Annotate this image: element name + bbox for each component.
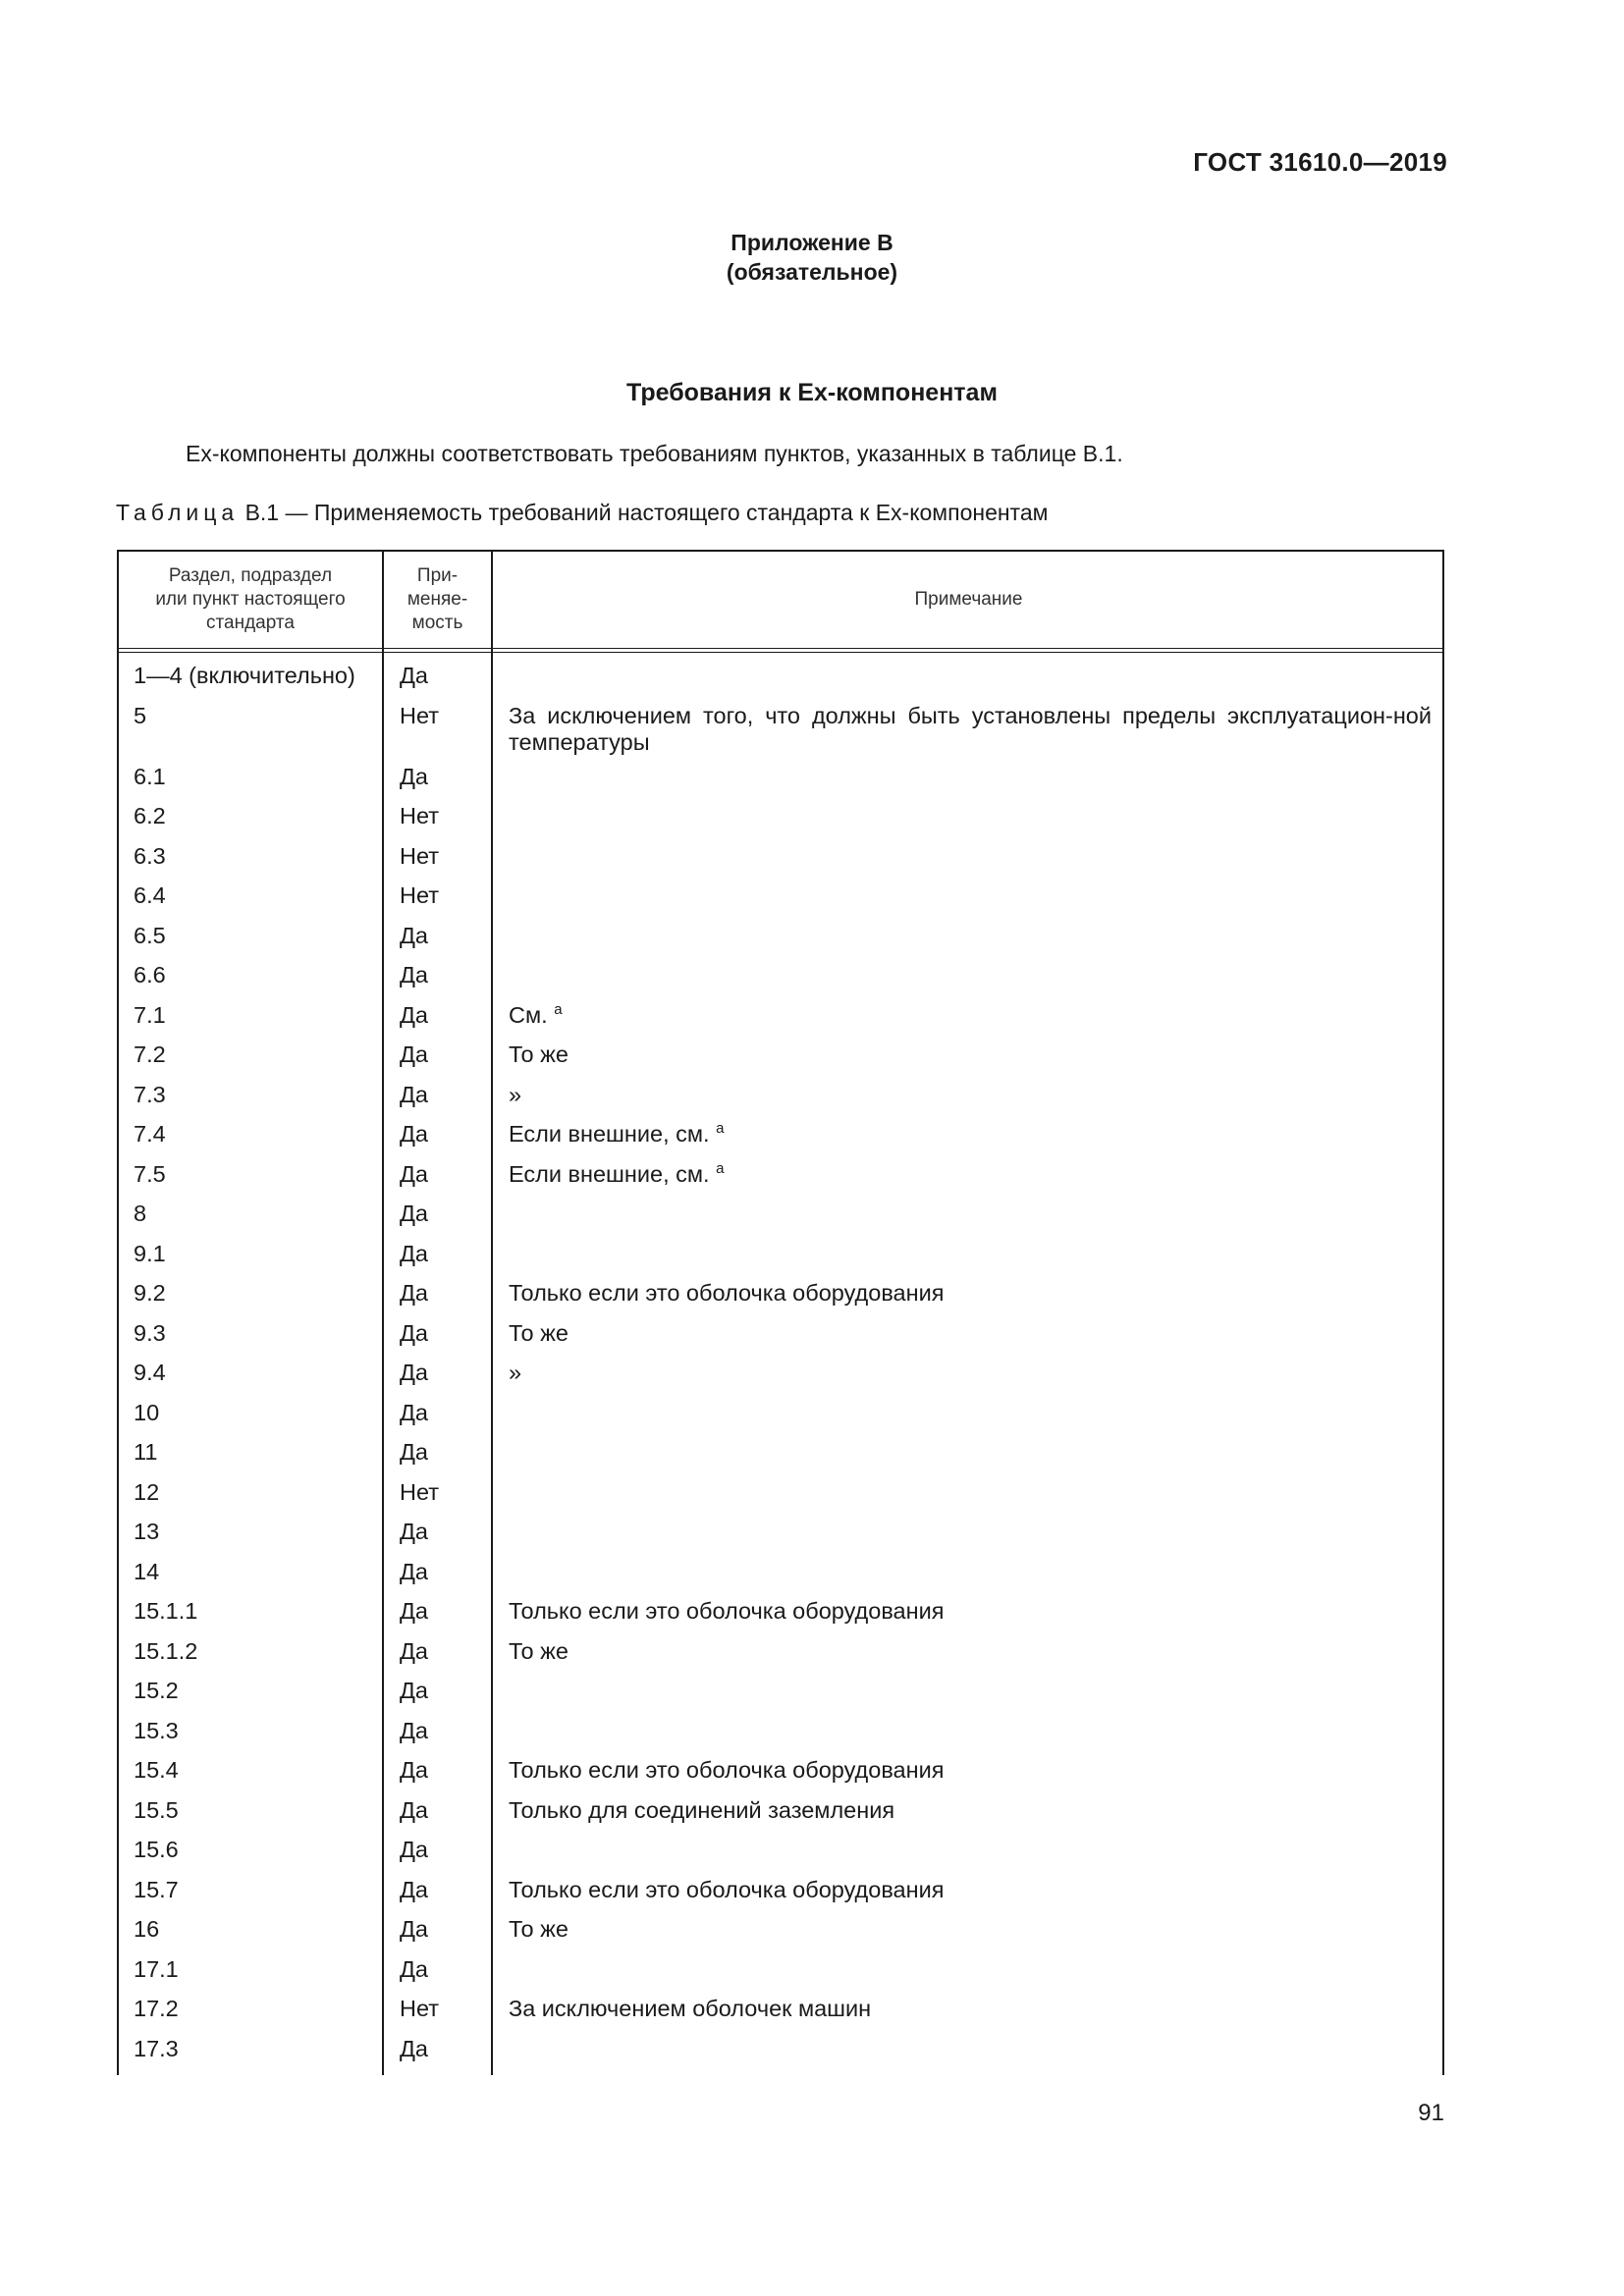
cell-clause: 9.2 bbox=[134, 1280, 166, 1306]
table-row bbox=[119, 1519, 1442, 1559]
cell-applicability: Да bbox=[400, 962, 428, 988]
table-row bbox=[119, 1280, 1442, 1320]
cell-clause: 15.5 bbox=[134, 1796, 179, 1823]
table-row bbox=[119, 663, 1442, 703]
cell-clause: 7.4 bbox=[134, 1121, 166, 1147]
cell-clause: 6.1 bbox=[134, 763, 166, 789]
table-row bbox=[119, 923, 1442, 963]
header-rule bbox=[119, 648, 1442, 653]
table-caption-label: Таблица bbox=[116, 500, 240, 525]
cell-note-text: То же bbox=[509, 1319, 568, 1346]
footnote-marker: а bbox=[716, 1159, 725, 1177]
header-clause-line: Раздел, подраздел bbox=[168, 565, 333, 586]
cell-applicability: Нет bbox=[400, 1478, 440, 1505]
cell-clause: 15.6 bbox=[134, 1837, 179, 1862]
cell-clause: 1—4 (включительно) bbox=[134, 663, 355, 688]
table-row bbox=[119, 803, 1442, 843]
table-row bbox=[119, 1360, 1442, 1400]
cell-clause: 15.2 bbox=[134, 1678, 179, 1703]
appendix-title: Приложение В bbox=[731, 230, 893, 255]
table-row bbox=[119, 1797, 1442, 1838]
table-row bbox=[119, 703, 1442, 764]
table-row bbox=[119, 1559, 1442, 1599]
cell-note-text: См. bbox=[509, 1001, 548, 1028]
cell-applicability: Да bbox=[400, 763, 428, 789]
table-body bbox=[119, 663, 1442, 2075]
cell-note bbox=[509, 1916, 1432, 1943]
cell-applicability: Да bbox=[400, 1001, 428, 1028]
cell-note-text: Только если это оболочка оборудования bbox=[509, 1598, 945, 1624]
table-row bbox=[119, 1320, 1442, 1361]
cell-note-text: » bbox=[509, 1081, 522, 1107]
header-applicability bbox=[384, 552, 491, 648]
table-row bbox=[119, 1996, 1442, 2036]
table-row bbox=[119, 1638, 1442, 1679]
cell-applicability: Да bbox=[400, 1955, 428, 1982]
cell-note-text: То же bbox=[509, 1637, 568, 1664]
cell-applicability: Да bbox=[400, 922, 428, 948]
cell-clause: 15.1.1 bbox=[134, 1598, 198, 1624]
cell-note bbox=[509, 1320, 1432, 1347]
cell-applicability: Да bbox=[400, 1876, 428, 1902]
appendix-status: (обязательное) bbox=[726, 259, 898, 285]
cell-note-text: » bbox=[509, 1360, 522, 1385]
cell-applicability: Нет bbox=[400, 842, 440, 869]
cell-applicability: Да bbox=[400, 1678, 428, 1703]
requirements-table bbox=[117, 550, 1444, 2075]
cell-note bbox=[509, 1797, 1432, 1824]
header-clause-line: или пункт настоящего bbox=[155, 589, 346, 610]
cell-clause: 16 bbox=[134, 1916, 160, 1942]
header-applicability-line: При- bbox=[416, 565, 459, 586]
intro-paragraph: Ex-компоненты должны соответствовать требованиям пунктов, указанных в таблице В.1. bbox=[186, 441, 1123, 466]
table-row bbox=[119, 1041, 1442, 1082]
cell-clause: 6.6 bbox=[134, 962, 166, 988]
cell-clause: 6.3 bbox=[134, 842, 166, 869]
cell-clause: 7.5 bbox=[134, 1160, 166, 1187]
cell-clause: 17.3 bbox=[134, 2035, 179, 2061]
cell-applicability: Да bbox=[400, 1081, 428, 1107]
cell-applicability: Да bbox=[400, 1041, 428, 1067]
cell-applicability: Нет bbox=[400, 1996, 440, 2021]
cell-clause: 11 bbox=[134, 1439, 158, 1465]
table-row bbox=[119, 1002, 1442, 1042]
cell-note bbox=[509, 1360, 1432, 1386]
cell-applicability: Да bbox=[400, 1558, 428, 1584]
header-applicability-line: мость bbox=[411, 613, 463, 633]
table-row bbox=[119, 764, 1442, 804]
cell-note bbox=[509, 1161, 1432, 1188]
table-row bbox=[119, 882, 1442, 923]
cell-applicability: Да bbox=[400, 1439, 428, 1465]
cell-note bbox=[509, 1757, 1432, 1784]
cell-note bbox=[509, 1280, 1432, 1307]
cell-clause: 13 bbox=[134, 1519, 160, 1544]
cell-applicability: Нет bbox=[400, 702, 440, 728]
table-row bbox=[119, 1161, 1442, 1201]
table-row bbox=[119, 1678, 1442, 1718]
footnote-marker: а bbox=[716, 1120, 725, 1137]
cell-note bbox=[509, 1082, 1432, 1108]
cell-applicability: Да bbox=[400, 1519, 428, 1544]
cell-applicability: Нет bbox=[400, 882, 440, 908]
table-row bbox=[119, 1916, 1442, 1956]
table-row bbox=[119, 843, 1442, 883]
table-row bbox=[119, 1201, 1442, 1241]
cell-note-text: Только для соединений заземления bbox=[509, 1796, 895, 1823]
cell-clause: 9.4 bbox=[134, 1360, 166, 1385]
table-row bbox=[119, 1082, 1442, 1122]
cell-note-text: То же bbox=[509, 1041, 568, 1067]
cell-note bbox=[509, 1002, 1432, 1029]
header-clause bbox=[119, 552, 382, 648]
header-note: Примечание bbox=[914, 589, 1023, 610]
cell-note-text: Только если это оболочка оборудования bbox=[509, 1757, 945, 1783]
header-applicability-line: меняе- bbox=[406, 589, 468, 610]
table-row bbox=[119, 1837, 1442, 1877]
cell-clause: 6.2 bbox=[134, 803, 166, 828]
cell-applicability: Да bbox=[400, 1598, 428, 1624]
cell-clause: 15.3 bbox=[134, 1717, 179, 1743]
cell-applicability: Да bbox=[400, 1160, 428, 1187]
cell-note-text: Если внешние, см. bbox=[509, 1121, 710, 1147]
cell-clause: 5 bbox=[134, 702, 147, 728]
table-row bbox=[119, 1757, 1442, 1797]
page-number: 91 bbox=[1418, 2100, 1444, 2126]
cell-note-text: За исключением оболочек машин bbox=[509, 1996, 872, 2021]
table-row bbox=[119, 1439, 1442, 1479]
table-caption-text: В.1 — Применяемость требований настоящего стандарта к Ex-компонентам bbox=[239, 500, 1049, 525]
cell-clause: 15.1.2 bbox=[134, 1637, 198, 1664]
cell-clause: 12 bbox=[134, 1478, 160, 1505]
cell-applicability: Да bbox=[400, 1796, 428, 1823]
cell-note bbox=[509, 1996, 1432, 2022]
cell-note-text: Только если это оболочка оборудования bbox=[509, 1280, 945, 1306]
table-caption bbox=[116, 500, 1048, 526]
table-row bbox=[119, 2036, 1442, 2076]
table-row bbox=[119, 1241, 1442, 1281]
cell-applicability: Да bbox=[400, 1837, 428, 1862]
cell-note-text: Если внешние, см. bbox=[509, 1160, 710, 1187]
cell-applicability: Да bbox=[400, 663, 428, 688]
table-row bbox=[119, 1877, 1442, 1917]
cell-clause: 6.5 bbox=[134, 922, 166, 948]
cell-clause: 10 bbox=[134, 1399, 160, 1425]
document-code: ГОСТ 31610.0—2019 bbox=[1193, 147, 1447, 177]
cell-applicability: Да bbox=[400, 1916, 428, 1942]
cell-applicability: Да bbox=[400, 1201, 428, 1226]
cell-clause: 15.7 bbox=[134, 1876, 179, 1902]
cell-applicability: Нет bbox=[400, 803, 440, 828]
cell-applicability: Да bbox=[400, 1280, 428, 1306]
cell-note bbox=[509, 1638, 1432, 1665]
cell-note bbox=[509, 703, 1432, 756]
cell-clause: 7.3 bbox=[134, 1081, 166, 1107]
cell-clause: 7.1 bbox=[134, 1001, 166, 1028]
cell-clause: 9.3 bbox=[134, 1319, 166, 1346]
appendix-heading bbox=[0, 228, 1624, 287]
cell-applicability: Да bbox=[400, 1637, 428, 1664]
cell-applicability: Да bbox=[400, 1240, 428, 1266]
cell-clause: 15.4 bbox=[134, 1757, 179, 1783]
cell-clause: 7.2 bbox=[134, 1041, 166, 1067]
section-title: Требования к Ex-компонентам bbox=[626, 379, 998, 406]
cell-note-text: Только если это оболочка оборудования bbox=[509, 1876, 945, 1902]
table-row bbox=[119, 1400, 1442, 1440]
cell-applicability: Да bbox=[400, 1399, 428, 1425]
cell-note bbox=[509, 1041, 1432, 1068]
footnote-marker: а bbox=[554, 1000, 563, 1018]
cell-clause: 14 bbox=[134, 1558, 160, 1584]
cell-applicability: Да bbox=[400, 1121, 428, 1147]
cell-note bbox=[509, 1598, 1432, 1625]
cell-note-text: То же bbox=[509, 1916, 568, 1942]
cell-note bbox=[509, 1877, 1432, 1903]
table-row bbox=[119, 1121, 1442, 1161]
table-row bbox=[119, 1718, 1442, 1758]
cell-applicability: Да bbox=[400, 1360, 428, 1385]
cell-note-text: За исключением того, что должны быть установлены пределы эксплуатацион-ной температуры bbox=[509, 702, 1432, 755]
table-row bbox=[119, 1956, 1442, 1997]
cell-applicability: Да bbox=[400, 1757, 428, 1783]
cell-applicability: Да bbox=[400, 2035, 428, 2061]
table-row bbox=[119, 1479, 1442, 1520]
cell-clause: 17.1 bbox=[134, 1955, 179, 1982]
cell-applicability: Да bbox=[400, 1319, 428, 1346]
cell-clause: 8 bbox=[134, 1201, 147, 1226]
table-row bbox=[119, 1598, 1442, 1638]
cell-clause: 17.2 bbox=[134, 1996, 179, 2021]
header-clause-line: стандарта bbox=[206, 613, 295, 633]
cell-clause: 6.4 bbox=[134, 882, 166, 908]
cell-note bbox=[509, 1121, 1432, 1148]
table-row bbox=[119, 962, 1442, 1002]
cell-applicability: Да bbox=[400, 1717, 428, 1743]
cell-clause: 9.1 bbox=[134, 1240, 166, 1266]
